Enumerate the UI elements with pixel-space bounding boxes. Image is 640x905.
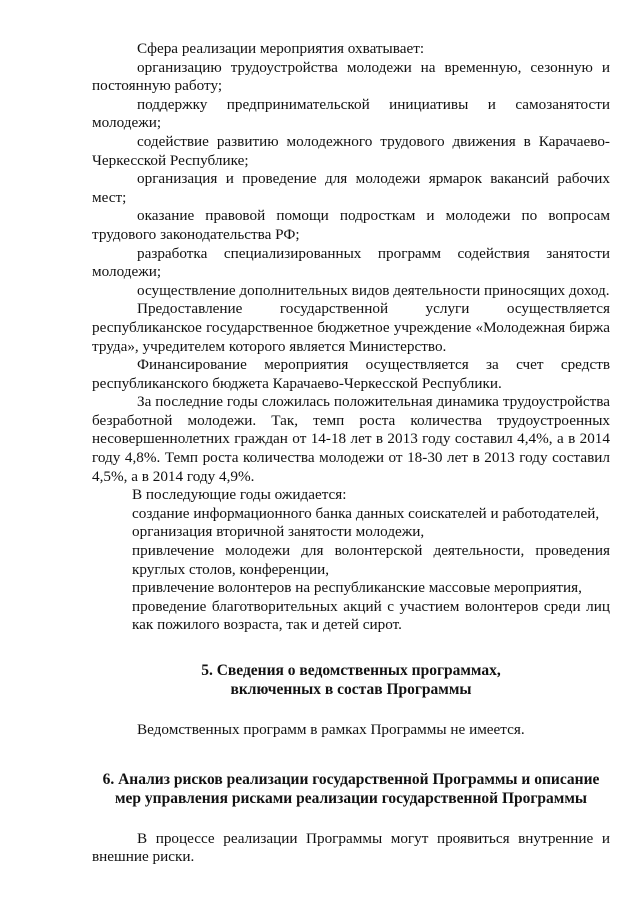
funding-paragraph: Финансирование мероприятия осуществляется за счет средств республиканского бюджета Карачаево-Черкесской Республики. bbox=[92, 356, 610, 392]
section-6-title-line2: мер управления рисками реализации государственной Программы bbox=[114, 789, 588, 807]
expected-item: создание информационного банка данных соискателей и работодателей, bbox=[132, 504, 600, 522]
expected-item: организация вторичной занятости молодежи, bbox=[132, 523, 425, 541]
scope-item: оказание правовой помощи подросткам и молодежи по вопросам трудового законодательства РФ; bbox=[92, 207, 610, 243]
section-5-title bbox=[92, 661, 610, 699]
expected-item: привлечение волонтеров на республиканские массовые мероприятия, bbox=[132, 579, 582, 597]
expected-item: проведение благотворительных акций с участием волонтеров среди лиц как пожилого возраста, так и детей сирот. bbox=[132, 597, 610, 634]
scope-item: организацию трудоустройства молодежи на временную, сезонную и постоянную работу; bbox=[92, 58, 610, 95]
scope-item: поддержку предпринимательской инициативы и самозанятости молодежи; bbox=[92, 95, 610, 132]
scope-item: организация и проведение для молодежи ярмарок вакансий рабочих мест; bbox=[92, 170, 610, 206]
section-6-title bbox=[92, 770, 610, 808]
provider-paragraph: Предоставление государственной услуги осуществляется республиканское государственное бюджетное учреждение «Молодежная биржа труда», учредителем которого является Министерство. bbox=[92, 300, 610, 355]
section-5-text: Ведомственных программ в рамках Программы не имеется. bbox=[137, 721, 525, 738]
expected-intro: В последующие годы ожидается: bbox=[132, 486, 347, 504]
scope-intro: Сфера реализации мероприятия охватывает: bbox=[137, 40, 425, 57]
scope-item: разработка специализированных программ содействия занятости молодежи; bbox=[92, 244, 610, 281]
dynamics-paragraph: За последние годы сложилась положительная динамика трудоустройства безработной молодежи. Так, темп роста количества трудоустроенных несовершеннолетних граждан от 14-18 лет в 2013 году составил 4,4%, а в 2014 году 4,8%. Темп роста количества молодежи от 18-30 лет в 2013 году составил 4,5%, а в 2014 году 4,9%. bbox=[92, 393, 610, 485]
scope-item: осуществление дополнительных видов деятельности приносящих доход. bbox=[137, 281, 610, 299]
expected-item: привлечение молодежи для волонтерской деятельности, проведения круглых столов, конференции, bbox=[132, 542, 610, 578]
section-6-title-line1: 6. Анализ рисков реализации государственной Программы и описание bbox=[102, 770, 600, 788]
section-6-text: В процессе реализации Программы могут проявиться внутренние и внешние риски. bbox=[92, 829, 610, 866]
section-5-title-line2: включенных в состав Программы bbox=[230, 681, 472, 698]
section-5-title-line1: 5. Сведения о ведомственных программах, bbox=[201, 662, 501, 679]
scope-item: содействие развитию молодежного трудового движения в Карачаево-Черкесской Республике; bbox=[92, 132, 610, 169]
